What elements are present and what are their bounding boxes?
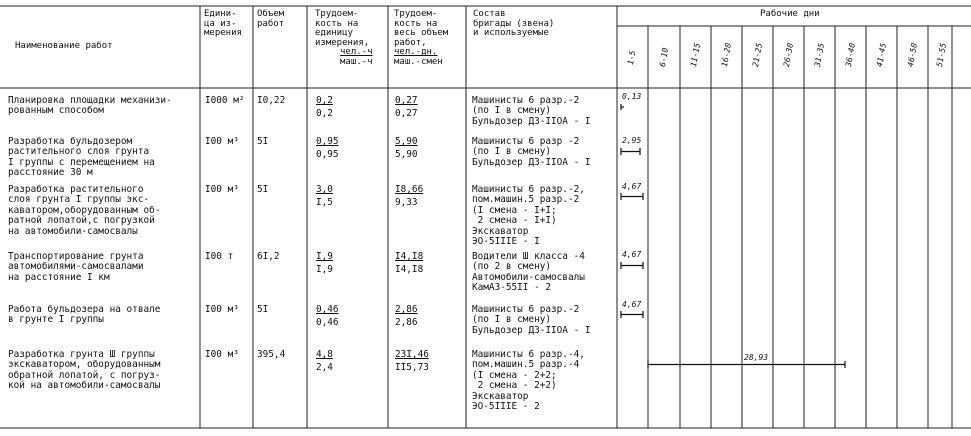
- header-workdays: Рабочие дни: [760, 9, 820, 19]
- row3-crew: Машинисты 6 разр.-2, пом.машин.5 разр.-2 (I смена - I+I; 2 смена - I+I) Экскаватор ЭО-5IIIE - I: [472, 184, 585, 248]
- day-label: 11-15: [689, 42, 703, 68]
- day-label: 41-45: [875, 42, 889, 68]
- day-label: 21-25: [751, 42, 765, 68]
- header-volume: Объем работ: [257, 9, 285, 29]
- row3-unit: I00 м³: [205, 184, 239, 195]
- day-label: 51-55: [935, 42, 949, 68]
- row6-bar-label: 28,93: [744, 353, 769, 362]
- row6-name: Разработка грунта Ш группы экскаватором, оборудованным обратной лопатой, с погруз- кой на автомобили-самосвалы: [8, 349, 161, 392]
- header-crew: Состав бригады (звена) и используемые: [473, 9, 555, 39]
- row1-name: Планировка площадки механизи- рованным способом: [8, 95, 172, 117]
- row6-crew: Машинисты 6 разр.-4, пом.машин.5 разр.-4 (I смена - 2+2; 2 смена - 2+2) Экскаватор ЭО-5IIIE - 2: [472, 349, 585, 413]
- row5-labor-unit-machine: 0,46: [316, 317, 339, 328]
- header-labor-total-people: чел.-дн.: [394, 47, 438, 57]
- row3-volume: 5I: [257, 184, 269, 195]
- row5-name: Работа бульдозера на отвале в грунте I группы: [8, 304, 161, 326]
- row5-unit: I00 м³: [205, 304, 239, 315]
- row2-bar-label: 2,95: [622, 136, 642, 145]
- row2-volume: 5I: [257, 136, 269, 147]
- row5-bar-label: 4,67: [622, 300, 642, 309]
- day-label: 26-30: [782, 42, 796, 68]
- day-label: 6-10: [658, 47, 671, 68]
- row6-volume: 395,4: [257, 349, 286, 360]
- row1-labor-total-machine: 0,27: [395, 108, 418, 119]
- row3-bar-label: 4,67: [622, 182, 642, 191]
- row2-crew: Машинисты 6 разр -2 (по I в смену) Бульдозер ДЗ-IIOA - I: [472, 136, 591, 168]
- row3-labor-total-people: I8,66: [395, 184, 424, 195]
- row1-labor-total-people: 0,27: [395, 95, 418, 106]
- row6-labor-unit-machine: 2,4: [316, 362, 333, 373]
- header-labor-total-machine: маш.-смен: [394, 57, 443, 67]
- row2-labor-total-people: 5,90: [395, 136, 418, 147]
- header-labor-unit-people: чел.-ч: [340, 47, 373, 57]
- row4-labor-unit-machine: I,9: [316, 264, 333, 275]
- header-labor-unit-machine: маш.-ч: [340, 57, 373, 67]
- row2-labor-total-machine: 5,90: [395, 149, 418, 160]
- row2-labor-unit-machine: 0,95: [316, 149, 339, 160]
- row4-labor-total-people: I4,I8: [395, 251, 424, 262]
- row2-name: Разработка бульдозером растительного слоя грунта I группы с перемещением на расстояние 30 м: [8, 136, 155, 179]
- day-label: 46-50: [906, 42, 920, 68]
- day-label: 31-35: [813, 42, 827, 68]
- row6-labor-total-people: 23I,46: [395, 349, 429, 360]
- row2-unit: I00 м³: [205, 136, 239, 147]
- gantt-bars: [621, 104, 845, 368]
- header-name: Наименование работ: [15, 41, 113, 51]
- row5-labor-total-people: 2,86: [395, 304, 418, 315]
- row6-labor-unit-people: 4,8: [316, 349, 333, 360]
- header-unit: Едини- ца из- мерения: [204, 9, 242, 39]
- row5-volume: 5I: [257, 304, 269, 315]
- row1-crew: Машинисты 6 разр.-2 (по I в смену) Бульдозер ДЗ-IIOA - I: [472, 95, 591, 127]
- header-labor-total: Трудоем- кость на весь объем работ,: [394, 9, 449, 48]
- day-label: 16-20: [720, 42, 734, 68]
- row5-labor-total-machine: 2,86: [395, 317, 418, 328]
- row4-name: Транспортирование грунта автомобилями-самосвалами на расстояние I км: [8, 251, 144, 283]
- row1-unit: I000 м²: [205, 95, 245, 106]
- row1-labor-unit-machine: 0,2: [316, 108, 333, 119]
- row3-labor-total-machine: 9,33: [395, 197, 418, 208]
- row5-labor-unit-people: 0,46: [316, 304, 339, 315]
- row6-labor-total-machine: II5,73: [395, 362, 429, 373]
- day-label: 1-5: [626, 49, 638, 66]
- row3-labor-unit-people: 3,0: [316, 184, 333, 195]
- row4-labor-total-machine: I4,I8: [395, 264, 424, 275]
- row3-labor-unit-machine: I,5: [316, 197, 333, 208]
- row4-volume: 6I,2: [257, 251, 280, 262]
- header-labor-unit: Трудоем- кость на единицу измерения,: [315, 9, 370, 48]
- row6-unit: I00 м³: [205, 349, 239, 360]
- row2-labor-unit-people: 0,95: [316, 136, 339, 147]
- row5-crew: Машинисты 6 разр.-2 (по I в смену) Бульдозер ДЗ-IIOA - I: [472, 304, 591, 336]
- row1-bar-label: 0,13: [622, 92, 642, 101]
- row3-name: Разработка растительного слоя грунта I группы экс- каватором,оборудованным об- ратной лопатой,с погрузкой на автомобили-самосвалы: [8, 184, 161, 237]
- row4-unit: I00 т: [205, 251, 234, 262]
- row4-labor-unit-people: I,9: [316, 251, 333, 262]
- row4-crew: Водители Ш класса -4 (по 2 в смену) Автомобили-самосвалы КамАЗ-55II - 2: [472, 251, 585, 294]
- row1-volume: I0,22: [257, 95, 286, 106]
- row1-labor-unit-people: 0,2: [316, 95, 333, 106]
- day-label: 36-40: [844, 42, 858, 68]
- row4-bar-label: 4,67: [622, 250, 642, 259]
